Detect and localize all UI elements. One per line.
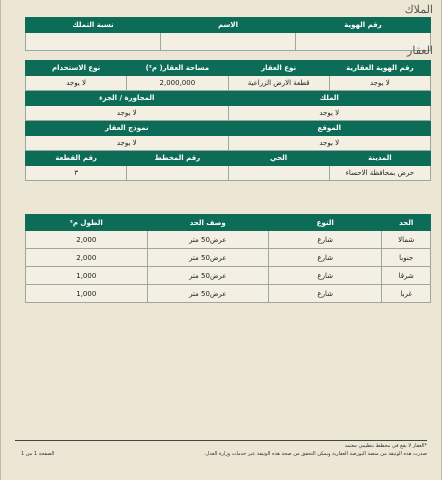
label-property-model: نموذج العقار: [26, 121, 229, 136]
bound-length: 1,000: [26, 267, 148, 285]
label-property-area: مساحة العقار( م²): [127, 61, 228, 76]
label-district: الحي: [228, 151, 329, 166]
owners-cell-name: [161, 33, 296, 51]
property-table: [25, 60, 431, 181]
bound-length: 2,000: [26, 249, 148, 267]
owners-header-id: رقم الهوية: [296, 18, 431, 33]
bounds-header-type: النوع: [269, 215, 382, 231]
owners-header-share: نسبة التملك: [26, 18, 161, 33]
label-neighborhood-part: المجاورة / الجزء: [26, 91, 229, 106]
label-usage-type: نوع الاستخدام: [26, 61, 127, 76]
bound-length: 1,000: [26, 285, 148, 303]
value-usage-type: لا يوجد: [26, 76, 127, 91]
value-property-model: لا يوجد: [26, 136, 229, 151]
value-property-area: 2,000,000: [127, 76, 228, 91]
label-ownership: الملك: [228, 91, 431, 106]
property-section-title: العقار: [407, 44, 433, 57]
value-property-type: قطعة الارض الزراعية: [228, 76, 329, 91]
bound-description: عرض50 متر: [147, 285, 269, 303]
owners-section-title: الملاك: [404, 3, 433, 16]
bound-type: شارع: [269, 267, 382, 285]
bound-type: شارع: [269, 249, 382, 267]
value-ownership: لا يوجد: [228, 106, 431, 121]
bounds-header-description: وصف الحد: [147, 215, 269, 231]
label-city: المدينة: [329, 151, 430, 166]
value-neighborhood-part: لا يوجد: [26, 106, 229, 121]
label-plot-number: رقم القطعة: [26, 151, 127, 166]
table-row: [26, 285, 431, 303]
bound-description: عرض50 متر: [147, 249, 269, 267]
bound-type: شارع: [269, 231, 382, 249]
footnote-verification: صدرت هذه الوثيقة من منصة البورصة العقارية ويمكن التحقق من صحة هذه الوثيقة عبر خدمات وزارة العدل.: [204, 451, 427, 457]
label-plan-number: رقم المخطط: [127, 151, 228, 166]
page-number: الصفحة 1 من 1: [21, 451, 55, 457]
table-row: [26, 231, 431, 249]
value-property-id: لا يوجد: [329, 76, 430, 91]
value-district: [228, 166, 329, 181]
label-property-id: رقم الهوية العقارية: [329, 61, 430, 76]
bound-side: شمالا: [382, 231, 431, 249]
label-location: الموقع: [228, 121, 431, 136]
value-city: حرض بمحافظة الاحساء: [329, 166, 430, 181]
bound-length: 2,000: [26, 231, 148, 249]
bound-side: جنوبا: [382, 249, 431, 267]
bound-type: شارع: [269, 285, 382, 303]
owners-header-name: الاسم: [161, 18, 296, 33]
bound-side: شرقا: [382, 267, 431, 285]
table-row: [26, 267, 431, 285]
owners-cell-share: [26, 33, 161, 51]
table-row: [26, 249, 431, 267]
boundaries-table: [25, 214, 431, 303]
value-plan-number: [127, 166, 228, 181]
bound-description: عرض50 متر: [147, 267, 269, 285]
footer-divider: [15, 440, 427, 441]
bounds-header-length: الطول م²: [26, 215, 148, 231]
bound-side: غربا: [382, 285, 431, 303]
value-plot-number: ٣: [26, 166, 127, 181]
value-location: لا يوجد: [228, 136, 431, 151]
label-property-type: نوع العقار: [228, 61, 329, 76]
footnote-plan: *العقار لا يقع في مخطط تنظيمي معتمد: [344, 443, 427, 449]
owners-table: [25, 17, 431, 51]
bounds-header-side: الحد: [382, 215, 431, 231]
bound-description: عرض50 متر: [147, 231, 269, 249]
